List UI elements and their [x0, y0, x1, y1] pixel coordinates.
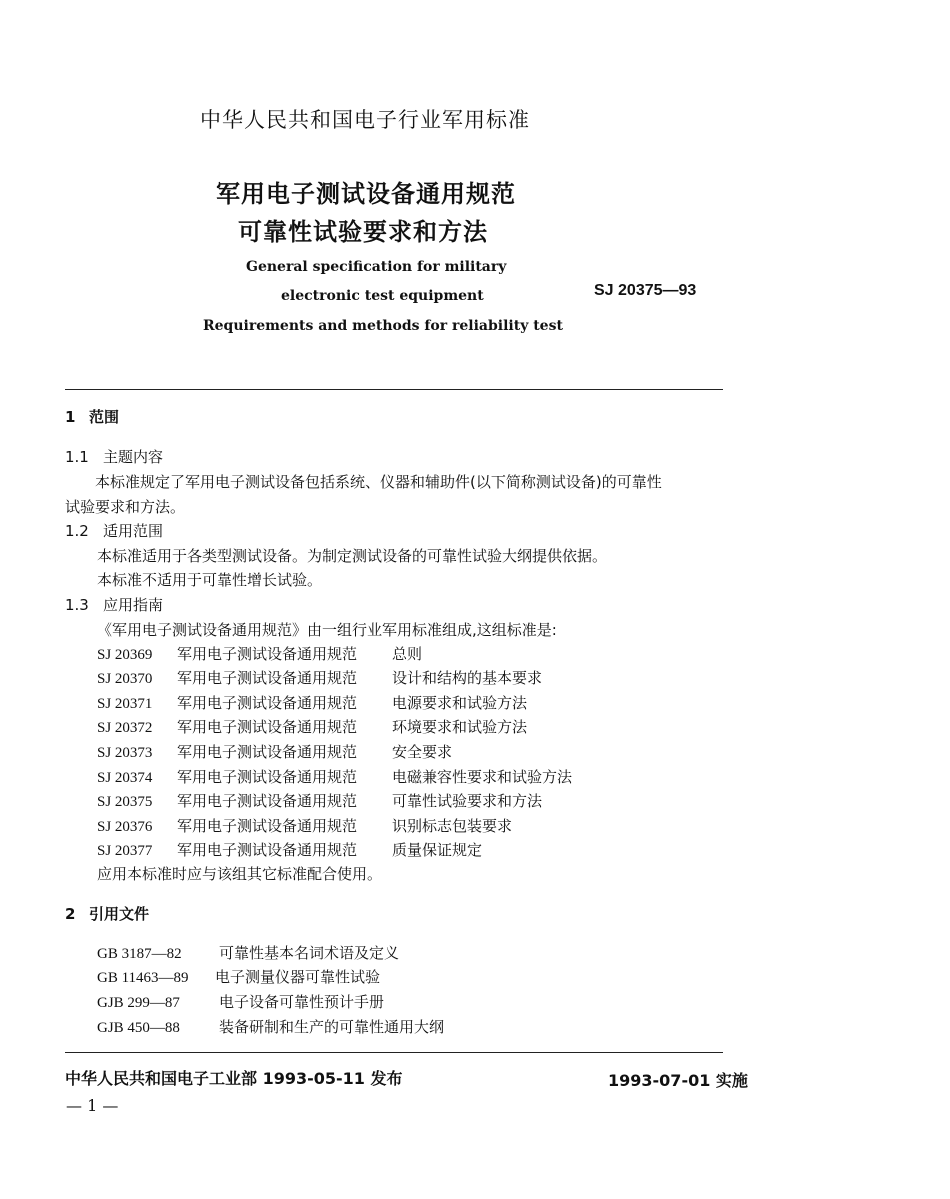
- reference-item: [97, 1016, 444, 1037]
- list-item-series: 军用电子测试设备通用规范: [177, 792, 358, 810]
- title-en-line3: Requirements and methods for reliability test: [203, 318, 563, 334]
- standard-number: SJ 20375—93: [594, 282, 697, 299]
- standard-class: 中华人民共和国电子行业军用标准: [200, 108, 530, 132]
- list-item-series: 军用电子测试设备通用规范: [177, 645, 358, 663]
- list-item-subject: 电源要求和试验方法: [392, 694, 528, 712]
- title-cn-line2: 可靠性试验要求和方法: [238, 218, 488, 246]
- standard-list-item: [97, 667, 542, 688]
- section-title: 应用指南: [103, 596, 164, 614]
- section-number: 2: [65, 905, 76, 923]
- list-item-series: 军用电子测试设备通用规范: [177, 768, 358, 786]
- reference-title: 电子设备可靠性预计手册: [219, 993, 385, 1011]
- list-item-series: 军用电子测试设备通用规范: [177, 718, 358, 736]
- section-1-3-intro: 《军用电子测试设备通用规范》由一组行业军用标准组成,这组标准是:: [97, 621, 557, 639]
- list-item-series: 军用电子测试设备通用规范: [177, 743, 358, 761]
- list-item-code: SJ 20370: [97, 671, 153, 687]
- standard-list-item: [97, 643, 422, 664]
- section-1-3-closing: 应用本标准时应与该组其它标准配合使用。: [97, 865, 383, 883]
- list-item-subject: 电磁兼容性要求和试验方法: [392, 768, 573, 786]
- section-1-3-heading: [65, 594, 163, 615]
- reference-code: GJB 450—88: [97, 1020, 180, 1036]
- list-item-subject: 识别标志包装要求: [392, 817, 513, 835]
- list-item-subject: 环境要求和试验方法: [392, 718, 528, 736]
- page-number: — 1 —: [66, 1096, 119, 1115]
- section-title: 引用文件: [89, 905, 150, 923]
- standard-list-item: [97, 839, 482, 860]
- list-item-code: SJ 20372: [97, 720, 153, 736]
- reference-title: 电子测量仪器可靠性试验: [215, 968, 381, 986]
- reference-title: 可靠性基本名词术语及定义: [219, 944, 400, 962]
- list-item-subject: 设计和结构的基本要求: [392, 669, 543, 687]
- section-number: 1: [65, 408, 76, 426]
- standard-list-item: [97, 815, 512, 836]
- reference-title: 装备研制和生产的可靠性通用大纲: [219, 1018, 445, 1036]
- reference-code: GJB 299—87: [97, 995, 180, 1011]
- list-item-code: SJ 20376: [97, 819, 153, 835]
- standard-list-item: [97, 692, 527, 713]
- reference-item: [97, 966, 380, 987]
- section-title: 主题内容: [103, 448, 164, 466]
- list-item-subject: 可靠性试验要求和方法: [392, 792, 543, 810]
- section-1-2-para2: 本标准不适用于可靠性增长试验。: [97, 571, 323, 589]
- title-en-line1: General specification for military: [246, 259, 507, 275]
- section-1-1-para-line1: 本标准规定了军用电子测试设备包括系统、仪器和辅助件(以下简称测试设备)的可靠性: [95, 473, 662, 491]
- section-1-heading: [65, 406, 119, 427]
- effective-date: 1993-07-01 实施: [608, 1071, 748, 1090]
- list-item-series: 军用电子测试设备通用规范: [177, 817, 358, 835]
- footer-divider: [65, 1052, 723, 1053]
- reference-item: [97, 942, 399, 963]
- list-item-code: SJ 20373: [97, 745, 153, 761]
- list-item-subject: 质量保证规定: [392, 841, 483, 859]
- title-en-line2: electronic test equipment: [281, 288, 484, 304]
- standard-list-item: [97, 790, 542, 811]
- section-number: 1.3: [65, 596, 89, 614]
- list-item-code: SJ 20369: [97, 647, 153, 663]
- standard-list-item: [97, 741, 452, 762]
- standard-list-item: [97, 766, 572, 787]
- section-1-2-heading: [65, 520, 163, 541]
- standard-list-item: [97, 716, 527, 737]
- section-title: 适用范围: [103, 522, 164, 540]
- section-1-2-para1: 本标准适用于各类型测试设备。为制定测试设备的可靠性试验大纲提供依据。: [97, 547, 608, 565]
- list-item-subject: 安全要求: [392, 743, 453, 761]
- reference-code: GB 3187—82: [97, 946, 182, 962]
- issued-by: 中华人民共和国电子工业部 1993-05-11 发布: [65, 1069, 403, 1088]
- section-1-1-heading: [65, 446, 163, 467]
- list-item-code: SJ 20374: [97, 770, 153, 786]
- list-item-subject: 总则: [392, 645, 423, 663]
- section-2-heading: [65, 903, 149, 924]
- list-item-series: 军用电子测试设备通用规范: [177, 669, 358, 687]
- section-number: 1.2: [65, 522, 89, 540]
- section-1-1-para-line2: 试验要求和方法。: [65, 498, 186, 516]
- section-title: 范围: [89, 408, 120, 426]
- title-cn-line1: 军用电子测试设备通用规范: [216, 180, 516, 208]
- list-item-series: 军用电子测试设备通用规范: [177, 841, 358, 859]
- list-item-code: SJ 20377: [97, 843, 153, 859]
- reference-item: [97, 991, 384, 1012]
- header-divider: [65, 389, 723, 390]
- list-item-code: SJ 20375: [97, 794, 153, 810]
- reference-code: GB 11463—89: [97, 970, 189, 986]
- list-item-series: 军用电子测试设备通用规范: [177, 694, 358, 712]
- section-number: 1.1: [65, 448, 89, 466]
- list-item-code: SJ 20371: [97, 696, 153, 712]
